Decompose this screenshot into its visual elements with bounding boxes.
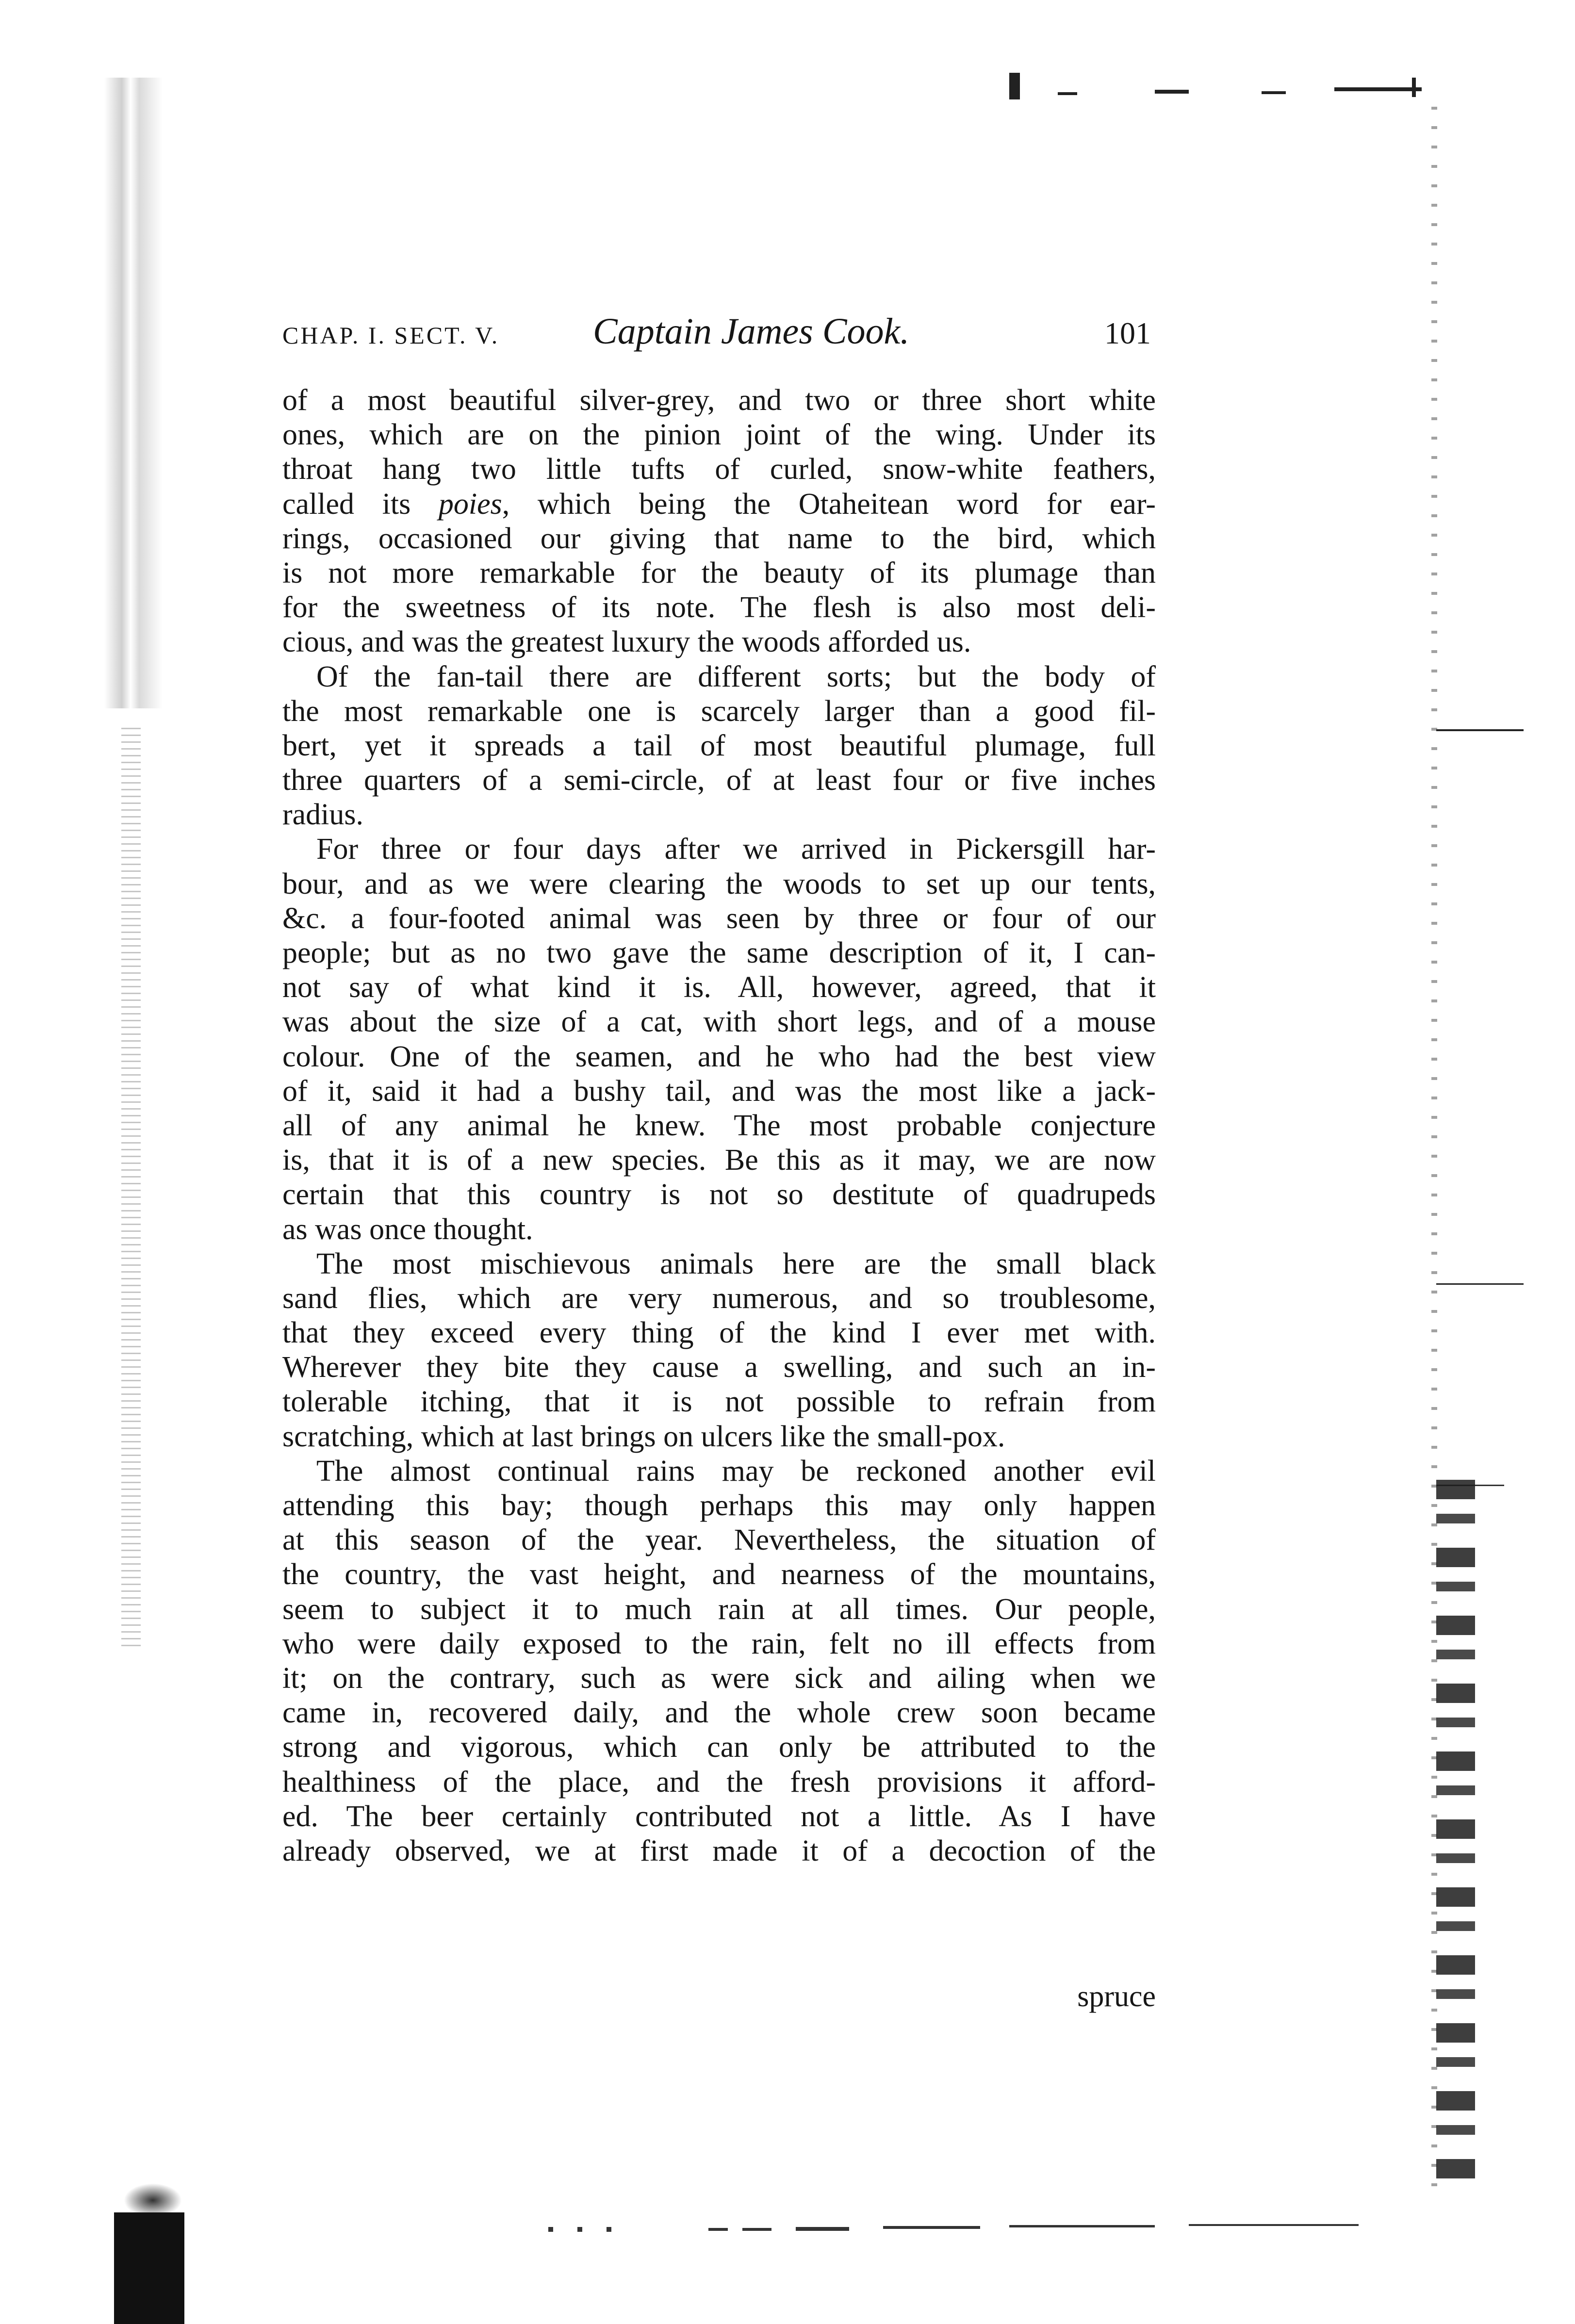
edge-mark [1436,729,1524,731]
text-line: already observed, we at first made it of a decoction of the [282,1834,1156,1867]
text-line: who were daily exposed to the rain, felt no ill effects from [282,1627,1156,1660]
text-line: three quarters of a semi-circle, of at least four or five inches [282,764,1156,797]
running-header [282,311,1151,354]
binding-speckle-left [121,728,141,1650]
text-line: Wherever they bite they cause a swelling, and such an in- [282,1351,1156,1384]
text-line: all of any animal he knew. The most probable conjecture [282,1109,1156,1142]
text-line: bert, yet it spreads a tail of most beautiful plumage, full [282,729,1156,762]
scan-dark-corner [114,2212,184,2324]
chapter-label: CHAP. I. SECT. V. [282,322,500,349]
text-line: called its poies, which being the Otaheitean word for ear- [282,487,1156,521]
body-text [282,383,1156,1868]
text-line: of it, said it had a bushy tail, and was the most like a jack- [282,1074,1156,1108]
italic-word: poies [438,487,502,521]
text-line: healthiness of the place, and the fresh provisions it afford- [282,1765,1156,1799]
text-line: certain that this country is not so destitute of quadrupeds [282,1178,1156,1211]
text-line: The almost continual rains may be reckoned another evil [316,1454,1156,1488]
text-line: that they exceed every thing of the kind I ever met with. [282,1316,1156,1350]
edge-mark [1436,1283,1524,1285]
running-title: Captain James Cook. [593,311,910,352]
text-line: bour, and as we were clearing the woods to set up our tents, [282,867,1156,900]
bleed-through-marks [1436,1480,1475,2183]
text-line: not say of what kind it is. All, however, agreed, that it [282,971,1156,1004]
text-line: for the sweetness of its note. The flesh is also most deli- [282,591,1156,624]
bottom-edge-marks [534,2222,1431,2237]
catchword: spruce [1077,1980,1156,2013]
text-line: ones, which are on the pinion joint of the wing. Under its [282,418,1156,452]
text-line: at this season of the year. Nevertheless, the situation of [282,1523,1156,1557]
text-line: rings, occasioned our giving that name to the bird, which [282,522,1156,555]
text-line: scratching, which at last brings on ulcers like the small-pox. [282,1420,1005,1453]
text-line: the country, the vast height, and nearness of the mountains, [282,1558,1156,1591]
text-line: as was once thought. [282,1212,533,1246]
text-line: colour. One of the seamen, and he who had the best view [282,1040,1156,1073]
text-line: is, that it is of a new species. Be this as it may, we are now [282,1144,1156,1177]
text-line: &c. a four-footed animal was seen by three or four of our [282,901,1156,935]
text-line: people; but as no two gave the same description of it, I can- [282,936,1156,969]
binding-shadow-left [104,78,163,708]
text-line: throat hang two little tufts of curled, snow-white feathers, [282,453,1156,486]
text-line: sand flies, which are very numerous, and so troublesome, [282,1281,1156,1315]
text-line: it; on the contrary, such as were sick and ailing when we [282,1661,1156,1695]
text-line: For three or four days after we arrived in Pickersgill har- [316,833,1156,866]
text-line: the most remarkable one is scarcely larger than a good fil- [282,694,1156,728]
text-line: was about the size of a cat, with short legs, and of a mouse [282,1005,1156,1039]
text-line: radius. [282,798,364,832]
text-line: tolerable itching, that it is not possible to refrain from [282,1385,1156,1419]
text-line: The most mischievous animals here are the small black [316,1247,1156,1280]
text-line: ed. The beer certainly contributed not a little. As I have [282,1800,1156,1833]
top-edge-marks [631,73,1427,102]
text-line: cious, and was the greatest luxury the woods afforded us. [282,625,971,659]
page-number: 101 [1104,316,1151,350]
text-line: is not more remarkable for the beauty of its plumage than [282,556,1156,589]
text-line: attending this bay; though perhaps this may only happen [282,1489,1156,1522]
text-line: seem to subject it to much rain at all times. Our people, [282,1592,1156,1626]
text-line: strong and vigorous, which can only be attributed to the [282,1731,1156,1764]
text-line: came in, recovered daily, and the whole crew soon became [282,1696,1156,1730]
text-line: of a most beautiful silver-grey, and two or three short white [282,384,1156,417]
text-line: Of the fan-tail there are different sorts; but the body of [316,660,1156,693]
